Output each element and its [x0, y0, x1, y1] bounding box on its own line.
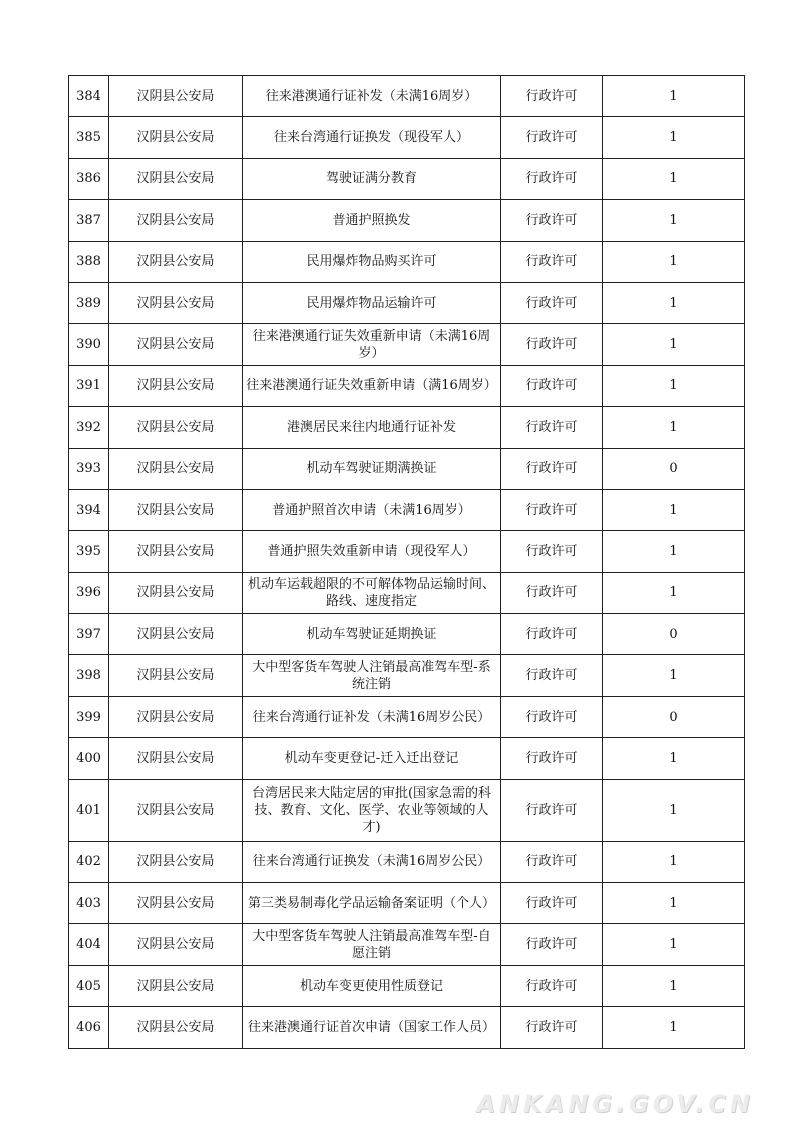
table-row: [69, 1007, 745, 1048]
department-cell: 汉阴县公安局: [109, 324, 243, 365]
service-item-cell: 往来台湾通行证换发（未满16周岁公民）: [243, 841, 501, 882]
table-row: [69, 924, 745, 965]
row-number-cell: 401: [69, 779, 109, 841]
service-item-cell: 港澳居民来往内地通行证补发: [243, 407, 501, 448]
count-cell: 1: [603, 883, 745, 924]
service-item-cell: 往来台湾通行证换发（现役军人）: [243, 117, 501, 158]
count-cell: 1: [603, 924, 745, 965]
table-row: [69, 841, 745, 882]
permit-type-cell: 行政许可: [501, 117, 603, 158]
permit-type-cell: 行政许可: [501, 489, 603, 530]
table-row: [69, 965, 745, 1006]
department-cell: 汉阴县公安局: [109, 241, 243, 282]
permit-type-cell: 行政许可: [501, 158, 603, 199]
count-cell: 1: [603, 407, 745, 448]
table-row: [69, 76, 745, 117]
table-row: [69, 572, 745, 613]
table-row: [69, 241, 745, 282]
permit-type-cell: 行政许可: [501, 614, 603, 655]
department-cell: 汉阴县公安局: [109, 614, 243, 655]
count-cell: 1: [603, 282, 745, 323]
department-cell: 汉阴县公安局: [109, 924, 243, 965]
permit-type-cell: 行政许可: [501, 696, 603, 737]
row-number-cell: 389: [69, 282, 109, 323]
department-cell: 汉阴县公安局: [109, 738, 243, 779]
service-item-cell: 普通护照失效重新申请（现役军人）: [243, 531, 501, 572]
count-cell: 1: [603, 779, 745, 841]
table-row: [69, 883, 745, 924]
table-row: [69, 448, 745, 489]
count-cell: 1: [603, 738, 745, 779]
service-item-cell: 机动车驾驶证延期换证: [243, 614, 501, 655]
service-item-cell: 机动车驾驶证期满换证: [243, 448, 501, 489]
count-cell: 1: [603, 655, 745, 696]
service-item-cell: 台湾居民来大陆定居的审批(国家急需的科技、教育、文化、医学、农业等领域的人才): [243, 779, 501, 841]
service-item-cell: 往来港澳通行证失效重新申请（未满16周岁）: [243, 324, 501, 365]
service-item-cell: 大中型客货车驾驶人注销最高准驾车型-系统注销: [243, 655, 501, 696]
department-cell: 汉阴县公安局: [109, 779, 243, 841]
department-cell: 汉阴县公安局: [109, 76, 243, 117]
permit-type-cell: 行政许可: [501, 241, 603, 282]
row-number-cell: 397: [69, 614, 109, 655]
count-cell: 0: [603, 448, 745, 489]
count-cell: 1: [603, 365, 745, 406]
table-row: [69, 365, 745, 406]
permit-type-cell: 行政许可: [501, 841, 603, 882]
count-cell: 1: [603, 572, 745, 613]
count-cell: 1: [603, 531, 745, 572]
department-cell: 汉阴县公安局: [109, 883, 243, 924]
permit-type-cell: 行政许可: [501, 365, 603, 406]
department-cell: 汉阴县公安局: [109, 965, 243, 1006]
row-number-cell: 393: [69, 448, 109, 489]
department-cell: 汉阴县公安局: [109, 200, 243, 241]
row-number-cell: 391: [69, 365, 109, 406]
service-item-cell: 驾驶证满分教育: [243, 158, 501, 199]
service-item-cell: 机动车变更登记-迁入迁出登记: [243, 738, 501, 779]
count-cell: 0: [603, 696, 745, 737]
table-row: [69, 531, 745, 572]
row-number-cell: 395: [69, 531, 109, 572]
permit-type-cell: 行政许可: [501, 1007, 603, 1048]
count-cell: 1: [603, 841, 745, 882]
service-item-cell: 第三类易制毒化学品运输备案证明（个人）: [243, 883, 501, 924]
row-number-cell: 392: [69, 407, 109, 448]
permit-type-cell: 行政许可: [501, 883, 603, 924]
permit-table: [68, 75, 745, 1049]
count-cell: 1: [603, 965, 745, 1006]
permit-type-cell: 行政许可: [501, 738, 603, 779]
table-row: [69, 489, 745, 530]
department-cell: 汉阴县公安局: [109, 696, 243, 737]
table-row: [69, 407, 745, 448]
department-cell: 汉阴县公安局: [109, 531, 243, 572]
table-row: [69, 324, 745, 365]
department-cell: 汉阴县公安局: [109, 448, 243, 489]
permit-type-cell: 行政许可: [501, 779, 603, 841]
table-row: [69, 158, 745, 199]
permit-type-cell: 行政许可: [501, 655, 603, 696]
permit-type-cell: 行政许可: [501, 200, 603, 241]
department-cell: 汉阴县公安局: [109, 1007, 243, 1048]
count-cell: 1: [603, 76, 745, 117]
permit-type-cell: 行政许可: [501, 76, 603, 117]
count-cell: 1: [603, 1007, 745, 1048]
service-item-cell: 大中型客货车驾驶人注销最高准驾车型-自愿注销: [243, 924, 501, 965]
department-cell: 汉阴县公安局: [109, 365, 243, 406]
permit-type-cell: 行政许可: [501, 407, 603, 448]
service-item-cell: 机动车变更使用性质登记: [243, 965, 501, 1006]
permit-type-cell: 行政许可: [501, 531, 603, 572]
row-number-cell: 402: [69, 841, 109, 882]
count-cell: 1: [603, 489, 745, 530]
count-cell: 0: [603, 614, 745, 655]
department-cell: 汉阴县公安局: [109, 489, 243, 530]
count-cell: 1: [603, 200, 745, 241]
table-row: [69, 655, 745, 696]
row-number-cell: 385: [69, 117, 109, 158]
row-number-cell: 388: [69, 241, 109, 282]
service-item-cell: 普通护照换发: [243, 200, 501, 241]
row-number-cell: 399: [69, 696, 109, 737]
table-row: [69, 696, 745, 737]
service-item-cell: 普通护照首次申请（未满16周岁）: [243, 489, 501, 530]
permit-type-cell: 行政许可: [501, 965, 603, 1006]
permit-type-cell: 行政许可: [501, 448, 603, 489]
row-number-cell: 390: [69, 324, 109, 365]
count-cell: 1: [603, 117, 745, 158]
department-cell: 汉阴县公安局: [109, 407, 243, 448]
permit-type-cell: 行政许可: [501, 324, 603, 365]
department-cell: 汉阴县公安局: [109, 158, 243, 199]
department-cell: 汉阴县公安局: [109, 841, 243, 882]
department-cell: 汉阴县公安局: [109, 117, 243, 158]
table-row: [69, 779, 745, 841]
table-row: [69, 738, 745, 779]
row-number-cell: 384: [69, 76, 109, 117]
department-cell: 汉阴县公安局: [109, 282, 243, 323]
permit-type-cell: 行政许可: [501, 572, 603, 613]
count-cell: 1: [603, 241, 745, 282]
service-item-cell: 往来台湾通行证补发（未满16周岁公民）: [243, 696, 501, 737]
service-item-cell: 民用爆炸物品购买许可: [243, 241, 501, 282]
service-item-cell: 机动车运载超限的不可解体物品运输时间、路线、速度指定: [243, 572, 501, 613]
service-item-cell: 往来港澳通行证补发（未满16周岁）: [243, 76, 501, 117]
table-body: [69, 76, 745, 1049]
row-number-cell: 394: [69, 489, 109, 530]
table-row: [69, 614, 745, 655]
site-watermark: ANKANG.GOV.CN: [476, 1090, 754, 1118]
department-cell: 汉阴县公安局: [109, 572, 243, 613]
service-item-cell: 往来港澳通行证首次申请（国家工作人员）: [243, 1007, 501, 1048]
row-number-cell: 404: [69, 924, 109, 965]
row-number-cell: 406: [69, 1007, 109, 1048]
service-item-cell: 民用爆炸物品运输许可: [243, 282, 501, 323]
count-cell: 1: [603, 158, 745, 199]
department-cell: 汉阴县公安局: [109, 655, 243, 696]
row-number-cell: 396: [69, 572, 109, 613]
permit-type-cell: 行政许可: [501, 924, 603, 965]
permit-type-cell: 行政许可: [501, 282, 603, 323]
service-item-cell: 往来港澳通行证失效重新申请（满16周岁）: [243, 365, 501, 406]
row-number-cell: 403: [69, 883, 109, 924]
table-row: [69, 282, 745, 323]
table-row: [69, 117, 745, 158]
row-number-cell: 386: [69, 158, 109, 199]
count-cell: 1: [603, 324, 745, 365]
row-number-cell: 405: [69, 965, 109, 1006]
row-number-cell: 400: [69, 738, 109, 779]
table-row: [69, 200, 745, 241]
row-number-cell: 398: [69, 655, 109, 696]
row-number-cell: 387: [69, 200, 109, 241]
